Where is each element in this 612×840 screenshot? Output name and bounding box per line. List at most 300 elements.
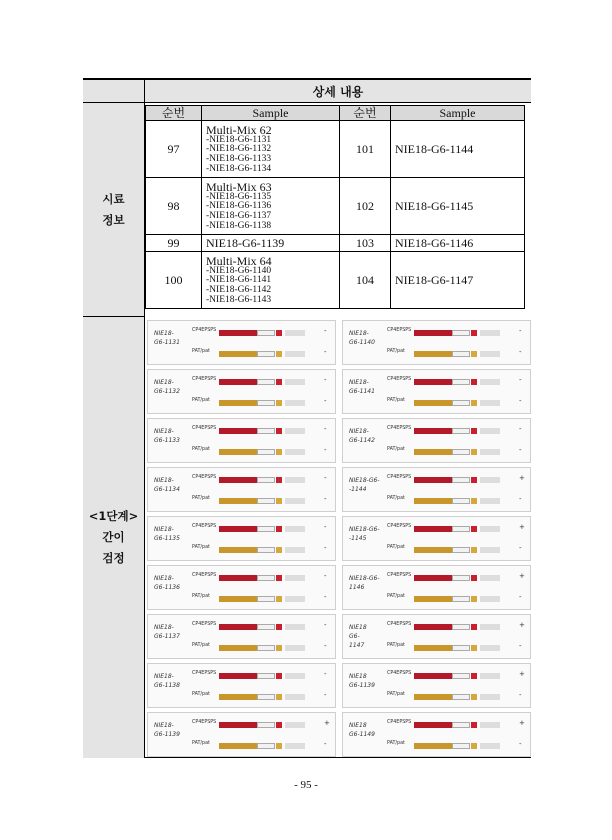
strip-segment	[452, 673, 470, 679]
handwritten-note-line: NIE18-	[349, 379, 369, 386]
cp4epsps-test-strip	[414, 477, 514, 483]
strip-segment	[414, 694, 452, 700]
strip-segment	[480, 743, 500, 749]
strip-photo-row	[145, 661, 531, 710]
row-number: 98	[146, 178, 202, 235]
pat-label: PAT/pat	[387, 496, 405, 501]
strip-segment	[480, 575, 500, 581]
strip-segment	[452, 624, 470, 630]
handwritten-sample-note	[349, 525, 379, 543]
result-mark: -	[324, 376, 327, 384]
sample-info-label	[83, 103, 145, 317]
strip-segment	[452, 743, 470, 749]
strip-segment	[480, 547, 500, 553]
strip-segment	[414, 673, 452, 679]
handwritten-sample-note	[154, 623, 180, 641]
cp4epsps-test-strip	[414, 722, 514, 728]
strip-segment	[285, 400, 305, 406]
strip-photo	[147, 614, 336, 659]
strip-segment	[480, 449, 500, 455]
strip-segment	[452, 330, 470, 336]
result-mark: -	[324, 348, 327, 356]
pat-test-strip	[219, 449, 319, 455]
mix-item: -NIE18-G6-1137	[206, 211, 272, 221]
row-number: 100	[146, 252, 202, 309]
strip-segment	[471, 330, 477, 336]
mix-item: -NIE18-G6-1141	[206, 275, 272, 286]
cp4epsps-label: CP4EPSPS	[387, 720, 412, 725]
cp4epsps-label: CP4EPSPS	[387, 524, 412, 529]
strip-segment	[219, 645, 257, 651]
cp4epsps-test-strip	[414, 624, 514, 630]
strip-segment	[276, 477, 282, 483]
sample-table-header-row	[146, 106, 525, 121]
strip-segment	[257, 575, 275, 581]
handwritten-note-line: G6-1134	[154, 486, 180, 493]
pat-label: PAT/pat	[387, 692, 405, 697]
strip-segment	[257, 673, 275, 679]
strip-segment	[257, 400, 275, 406]
handwritten-note-line: NIE18-	[154, 624, 174, 631]
strip-segment	[414, 743, 452, 749]
strip-photo-row	[145, 416, 531, 465]
cp4epsps-test-strip	[414, 526, 514, 532]
pat-test-strip	[414, 743, 514, 749]
strip-segment	[480, 379, 500, 385]
strip-segment	[257, 379, 275, 385]
sample-cell: NIE18-G6-1146	[391, 235, 525, 252]
strip-segment	[219, 526, 257, 532]
result-mark: -	[324, 621, 327, 629]
cp4epsps-test-strip	[414, 575, 514, 581]
cp4epsps-label: CP4EPSPS	[387, 328, 412, 333]
strip-segment	[285, 351, 305, 357]
handwritten-note-line: G6-1141	[349, 388, 375, 395]
handwritten-note-line: -1145	[349, 535, 367, 542]
header-corner	[83, 80, 145, 103]
result-mark: -	[519, 691, 522, 699]
result-mark: -	[324, 327, 327, 335]
handwritten-note-line: G6-1131	[154, 339, 180, 346]
result-mark: -	[519, 376, 522, 384]
strip-photo	[342, 320, 531, 365]
strip-segment	[276, 673, 282, 679]
cp4epsps-label: CP4EPSPS	[387, 573, 412, 578]
result-mark: -	[519, 642, 522, 650]
pat-label: PAT/pat	[192, 398, 210, 403]
strip-photo	[342, 467, 531, 512]
strip-segment	[414, 477, 452, 483]
pat-label: PAT/pat	[192, 643, 210, 648]
strip-segment	[452, 449, 470, 455]
strip-segment	[219, 400, 257, 406]
strip-segment	[257, 547, 275, 553]
handwritten-note-line: 1146	[349, 584, 365, 591]
strip-segment	[219, 547, 257, 553]
handwritten-sample-note	[349, 329, 375, 347]
strip-segment	[471, 526, 477, 532]
strip-segment	[480, 624, 500, 630]
result-mark: -	[324, 523, 327, 531]
col-header-number: 순번	[146, 106, 202, 121]
pat-test-strip	[219, 596, 319, 602]
strip-photo-row	[145, 514, 531, 563]
pat-test-strip	[219, 351, 319, 357]
cp4epsps-label: CP4EPSPS	[387, 426, 412, 431]
mix-item: -NIE18-G6-1131	[206, 134, 272, 145]
handwritten-note-line: NIE18-G6-	[349, 575, 380, 582]
result-mark: -	[324, 397, 327, 405]
strip-segment	[480, 428, 500, 434]
strip-segment	[414, 498, 452, 504]
strip-photo	[342, 614, 531, 659]
strip-segment	[285, 624, 305, 630]
mix-item: -NIE18-G6-1140	[206, 265, 272, 276]
row-number: 99	[146, 235, 202, 252]
handwritten-note-line: 1147	[349, 642, 365, 649]
pat-test-strip	[219, 498, 319, 504]
handwritten-note-line: G6-1137	[154, 633, 180, 640]
strip-segment	[257, 428, 275, 434]
strip-segment	[414, 449, 452, 455]
result-mark: -	[519, 544, 522, 552]
result-mark: -	[324, 425, 327, 433]
strip-segment	[276, 743, 282, 749]
strip-photo	[147, 712, 336, 757]
result-mark: -	[324, 544, 327, 552]
handwritten-sample-note	[349, 378, 375, 396]
handwritten-sample-note	[349, 427, 375, 445]
strip-segment	[452, 547, 470, 553]
strip-photo	[147, 663, 336, 708]
result-mark: -	[519, 425, 522, 433]
result-mark: +	[519, 523, 525, 531]
handwritten-note-line: NIE18-	[349, 330, 369, 337]
handwritten-note-line: NIE18-	[154, 428, 174, 435]
strip-segment	[452, 498, 470, 504]
strip-segment	[414, 596, 452, 602]
strip-segment	[285, 428, 305, 434]
strip-segment	[285, 526, 305, 532]
strip-segment	[276, 330, 282, 336]
row-number: 103	[340, 235, 391, 252]
mix-title: Multi-Mix 63	[206, 179, 272, 194]
strip-segment	[452, 428, 470, 434]
result-mark: +	[519, 719, 525, 727]
sample-cell: NIE18-G6-1144	[391, 121, 525, 178]
pat-label: PAT/pat	[387, 741, 405, 746]
sample-cell: NIE18-G6-1139	[202, 235, 340, 252]
strip-segment	[285, 645, 305, 651]
strip-segment	[276, 575, 282, 581]
strip-segment	[480, 722, 500, 728]
handwritten-sample-note	[349, 476, 379, 494]
sample-cell	[202, 121, 340, 178]
handwritten-note-line: -1144	[349, 486, 367, 493]
strip-photo	[342, 369, 531, 414]
strip-photo-row	[145, 612, 531, 661]
strip-photo	[147, 369, 336, 414]
strip-segment	[471, 596, 477, 602]
handwritten-note-line: NIE18	[349, 722, 367, 729]
mix-item: -NIE18-G6-1132	[206, 144, 272, 155]
strip-photo	[342, 516, 531, 561]
strip-segment	[285, 743, 305, 749]
strip-segment	[285, 449, 305, 455]
strip-segment	[285, 673, 305, 679]
handwritten-sample-note	[349, 623, 367, 650]
pat-test-strip	[219, 743, 319, 749]
cp4epsps-test-strip	[219, 330, 319, 336]
strip-segment	[452, 722, 470, 728]
page-number: - 95 -	[294, 779, 318, 791]
strip-segment	[276, 547, 282, 553]
cp4epsps-test-strip	[219, 477, 319, 483]
strip-segment	[219, 498, 257, 504]
row-number: 101	[340, 121, 391, 178]
strip-segment	[276, 379, 282, 385]
mix-item: -NIE18-G6-1134	[206, 163, 272, 174]
strip-photo	[342, 663, 531, 708]
pat-label: PAT/pat	[192, 692, 210, 697]
strip-segment	[452, 526, 470, 532]
sample-cell: NIE18-G6-1147	[391, 252, 525, 309]
strip-segment	[480, 351, 500, 357]
handwritten-note-line: G6-	[349, 633, 360, 640]
mix-title: Multi-Mix 62	[206, 122, 272, 137]
result-mark: -	[324, 642, 327, 650]
strip-photo	[147, 516, 336, 561]
strip-segment	[285, 722, 305, 728]
sample-info-label-line: 시료	[102, 191, 125, 206]
handwritten-note-line: G6-1139	[154, 731, 180, 738]
strip-segment	[452, 379, 470, 385]
strip-segment	[219, 743, 257, 749]
table-row	[146, 235, 525, 252]
handwritten-note-line: NIE18-	[154, 477, 174, 484]
sample-cell	[202, 252, 340, 309]
strip-segment	[276, 624, 282, 630]
pat-test-strip	[414, 547, 514, 553]
pat-label: PAT/pat	[192, 545, 210, 550]
pat-label: PAT/pat	[192, 349, 210, 354]
pat-test-strip	[414, 498, 514, 504]
handwritten-note-line: G6-1140	[349, 339, 375, 346]
strip-segment	[219, 722, 257, 728]
strip-segment	[276, 526, 282, 532]
strip-segment	[414, 379, 452, 385]
strip-segment	[257, 351, 275, 357]
strip-photo	[147, 565, 336, 610]
cp4epsps-test-strip	[414, 673, 514, 679]
result-mark: +	[519, 474, 525, 482]
sample-table	[145, 105, 525, 309]
handwritten-note-line: NIE18-G6-	[349, 477, 380, 484]
strip-segment	[471, 449, 477, 455]
stage1-label-line: 검정	[102, 551, 125, 565]
strip-photo-row	[145, 465, 531, 514]
strip-segment	[219, 428, 257, 434]
row-number: 97	[146, 121, 202, 178]
strip-segment	[414, 575, 452, 581]
row-number: 102	[340, 178, 391, 235]
strip-segment	[285, 477, 305, 483]
handwritten-note-line: NIE18	[349, 673, 367, 680]
strip-segment	[452, 400, 470, 406]
strip-photo	[342, 712, 531, 757]
strip-segment	[414, 351, 452, 357]
cp4epsps-label: CP4EPSPS	[192, 622, 217, 627]
mix-item: -NIE18-G6-1133	[206, 154, 272, 164]
handwritten-note-line: G6-1135	[154, 535, 180, 542]
handwritten-sample-note	[349, 574, 379, 592]
sample-cell	[202, 178, 340, 235]
cp4epsps-test-strip	[219, 624, 319, 630]
strip-segment	[414, 428, 452, 434]
strip-segment	[471, 400, 477, 406]
mix-title: Multi-Mix 64	[206, 253, 272, 268]
pat-test-strip	[219, 547, 319, 553]
result-mark: -	[324, 740, 327, 748]
strip-segment	[452, 575, 470, 581]
strip-segment	[414, 624, 452, 630]
strip-photo	[147, 320, 336, 365]
cp4epsps-test-strip	[414, 330, 514, 336]
pat-test-strip	[414, 596, 514, 602]
cp4epsps-test-strip	[414, 428, 514, 434]
handwritten-note-line: G6-1149	[349, 731, 375, 738]
strip-segment	[414, 722, 452, 728]
strip-segment	[452, 596, 470, 602]
strip-segment	[276, 722, 282, 728]
strip-segment	[276, 596, 282, 602]
strip-segment	[285, 575, 305, 581]
strip-photo-row	[145, 318, 531, 367]
mix-item: -NIE18-G6-1135	[206, 191, 272, 202]
pat-test-strip	[414, 449, 514, 455]
cp4epsps-label: CP4EPSPS	[387, 475, 412, 480]
result-mark: -	[519, 593, 522, 601]
handwritten-note-line: G6-1132	[154, 388, 180, 395]
table-row	[146, 252, 525, 309]
strip-segment	[471, 379, 477, 385]
strip-segment	[276, 351, 282, 357]
col-header-sample: Sample	[202, 106, 340, 121]
strip-segment	[219, 379, 257, 385]
table-row	[146, 121, 525, 178]
strip-segment	[452, 694, 470, 700]
result-mark: -	[519, 327, 522, 335]
handwritten-note-line: NIE18-G6-	[349, 526, 380, 533]
result-mark: -	[519, 446, 522, 454]
strip-segment	[480, 673, 500, 679]
handwritten-sample-note	[154, 525, 180, 543]
handwritten-note-line: G6-1136	[154, 584, 180, 591]
pat-test-strip	[414, 351, 514, 357]
strip-segment	[276, 498, 282, 504]
handwritten-note-line: NIE18-	[349, 428, 369, 435]
handwritten-sample-note	[349, 672, 375, 690]
result-mark: -	[324, 670, 327, 678]
handwritten-sample-note	[154, 721, 180, 739]
strip-segment	[257, 694, 275, 700]
pat-label: PAT/pat	[387, 447, 405, 452]
cp4epsps-label: CP4EPSPS	[192, 720, 217, 725]
result-mark: +	[519, 621, 525, 629]
mix-item: -NIE18-G6-1143	[206, 294, 272, 305]
strip-segment	[257, 526, 275, 532]
strip-segment	[452, 477, 470, 483]
strip-segment	[452, 645, 470, 651]
cp4epsps-test-strip	[219, 722, 319, 728]
strip-segment	[219, 330, 257, 336]
handwritten-sample-note	[154, 672, 180, 690]
strip-segment	[414, 400, 452, 406]
strip-segment	[219, 477, 257, 483]
handwritten-sample-note	[349, 721, 375, 739]
strip-segment	[471, 673, 477, 679]
strip-segment	[452, 351, 470, 357]
strip-segment	[276, 400, 282, 406]
strip-segment	[414, 645, 452, 651]
pat-test-strip	[219, 694, 319, 700]
handwritten-note-line: G6-1142	[349, 437, 375, 444]
result-mark: +	[324, 719, 330, 727]
cp4epsps-test-strip	[219, 428, 319, 434]
stage1-test-label	[83, 317, 145, 758]
strip-segment	[414, 547, 452, 553]
strip-photo	[342, 565, 531, 610]
cp4epsps-label: CP4EPSPS	[387, 622, 412, 627]
stage1-label-line: <1단계>	[88, 509, 139, 523]
pat-test-strip	[414, 694, 514, 700]
strip-segment	[219, 351, 257, 357]
mix-item: -NIE18-G6-1142	[206, 285, 272, 295]
result-mark: -	[519, 740, 522, 748]
strip-photo	[147, 418, 336, 463]
result-mark: -	[324, 446, 327, 454]
result-mark: -	[324, 593, 327, 601]
strip-segment	[257, 498, 275, 504]
strip-segment	[480, 477, 500, 483]
row-number: 104	[340, 252, 391, 309]
strip-segment	[219, 673, 257, 679]
result-mark: +	[519, 670, 525, 678]
handwritten-sample-note	[154, 476, 180, 494]
result-mark: -	[519, 397, 522, 405]
strip-photo	[147, 467, 336, 512]
strip-segment	[257, 596, 275, 602]
strip-segment	[480, 526, 500, 532]
strip-segment	[285, 596, 305, 602]
strip-segment	[257, 645, 275, 651]
strip-segment	[219, 694, 257, 700]
handwritten-note-line: G6-1138	[154, 682, 180, 689]
col-header-number: 순번	[340, 106, 391, 121]
handwritten-note-line: NIE18-	[154, 673, 174, 680]
pat-test-strip	[414, 645, 514, 651]
strip-segment	[285, 379, 305, 385]
strip-segment	[257, 449, 275, 455]
strip-segment	[480, 596, 500, 602]
strip-segment	[276, 428, 282, 434]
strip-segment	[480, 645, 500, 651]
pat-test-strip	[219, 400, 319, 406]
strip-segment	[480, 400, 500, 406]
strip-segment	[257, 477, 275, 483]
cp4epsps-test-strip	[219, 526, 319, 532]
handwritten-note-line: NIE18	[349, 624, 367, 631]
